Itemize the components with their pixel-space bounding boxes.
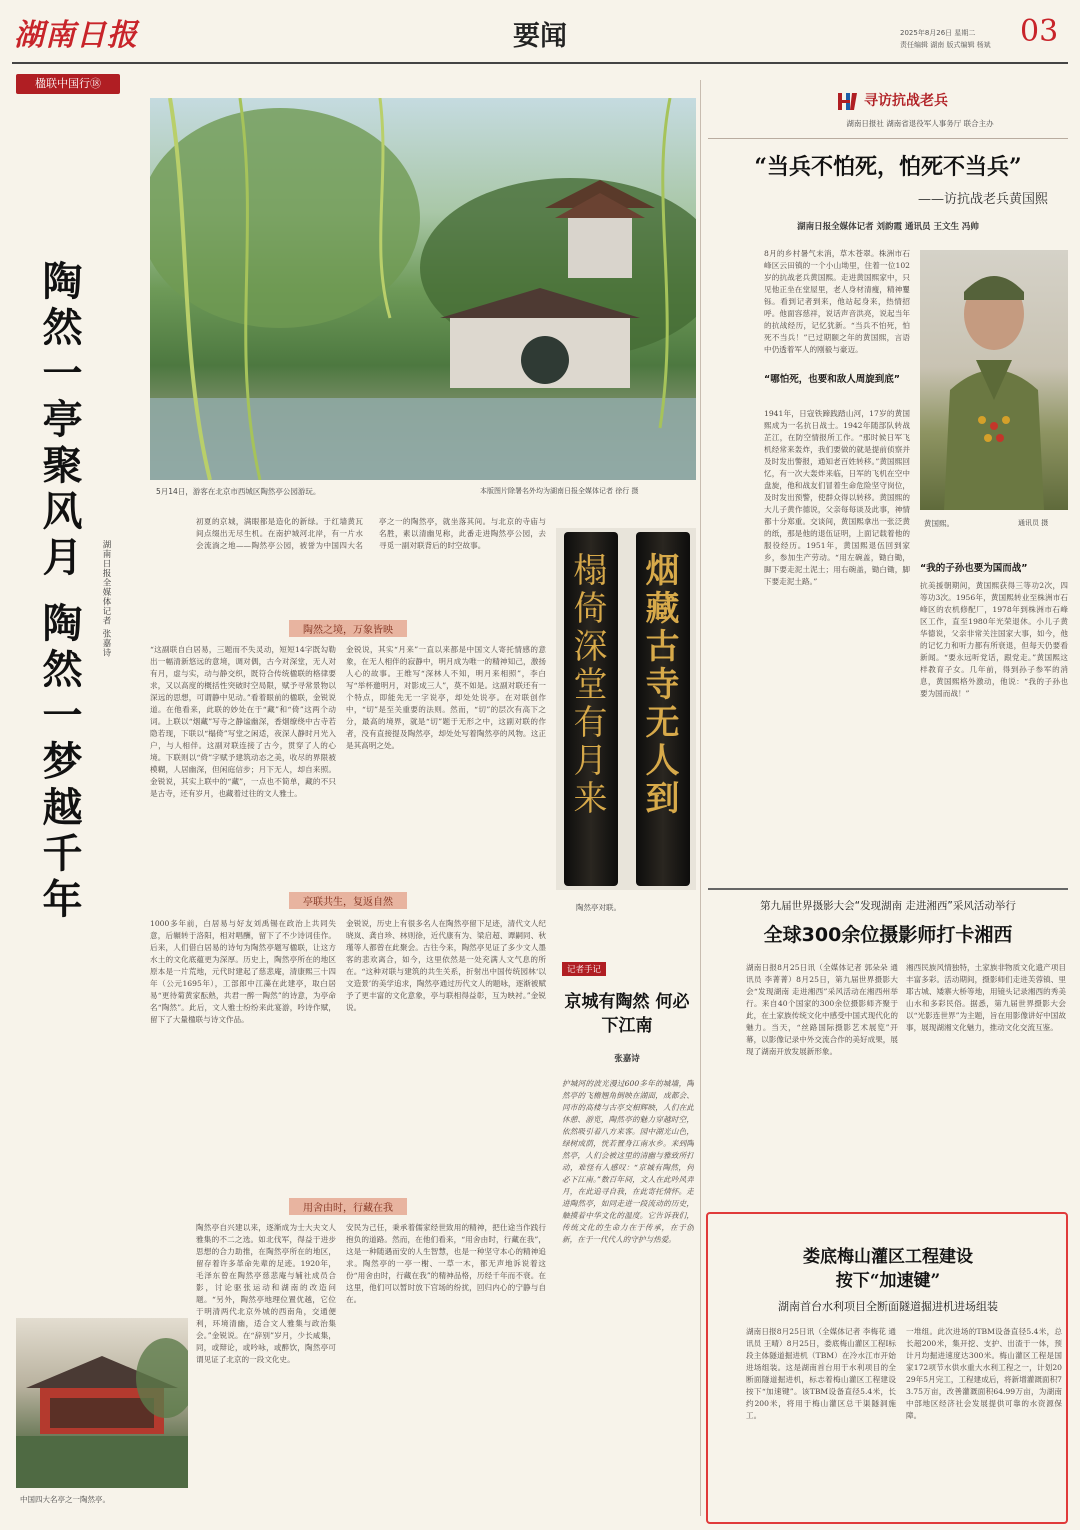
- feature-headline: 陶然一亭聚风月 陶然一梦越千年: [36, 260, 83, 924]
- photo-news-headline: 全球300余位摄影师打卡湘西: [763, 924, 1013, 946]
- section-title: 要闻: [513, 21, 567, 52]
- feature-intro: 初夏的京城，满眼都是造化的新绿。于红墙黄瓦间点缀出无尽生机。在南护城河北岸，有一片水会流淌之地——陶然亭公园，被誉为中国四大名亭之一的陶然亭，就坐落其间。与北京的寺庙与名胜，素以清幽见称，此番走进陶然亭公园，去寻觅一副对联背后的时空故事。: [196, 517, 546, 550]
- veteran-section2: 抗美援朝期间，黄国熙获得三等功2次，四等功3次。1956年，黄国熙转业至株洲市石峰区的农机修配厂，1978年到株洲市石峰区工作，直至1980年光荣退休。小儿子黄华德说，父亲非常关注国家大事，如今，他的记忆力和听力都有所衰退，但每天仍要看新闻。“要永远听党话，跟党走。”黄国熙这样教育子女。几年前，得到孙子参军的消息，黄国熙格外激动，他说：“我的子孙也要为国而战！”: [920, 581, 1068, 698]
- main-photo: [150, 98, 696, 480]
- column-tag: 楹联中国行⑱: [16, 74, 120, 94]
- pavilion-caption: 中国四大名亭之一陶然亭。: [20, 1495, 110, 1504]
- veteran-photo-credit: 通讯员 摄: [1018, 519, 1049, 527]
- veteran-photo-caption: 黄国熙。: [924, 519, 954, 528]
- photo-news-body-left: 湖南日报8月25日讯（全媒体记者 郭朵朵 通讯员 李菁菁）8月25日，第九届世界摄影大会“发现湖南 走进湘西”采风活动在湘西州举行。来自40个国家的300余位摄影师齐聚于此，在土家族传统文化中感受中国式现代化的魅力。当天，“丝路国际摄影艺术展览”开幕，以影像记录中外交流合作的美好成果，展现了湖南开放发展新形象。: [746, 963, 898, 1056]
- veteran-headline: “当兵不怕死，怕死不当兵”: [754, 154, 1022, 180]
- veteran-section1: 1941年，日寇铁蹄践踏山河，17岁的黄国熙成为一名抗日战士。1942年随部队转战芷江，在防空情报所工作。“那时候日军飞机经常来轰炸，我们要做的就是提前侦察并及时发出警报，通知老百姓转移。”黄国熙回忆，有一次大轰炸来临，日军的飞机在空中盘旋，他和战友们冒着生命危险坚守岗位，及时发出预警，使群众得以转移。黄国熙的大儿子黄作德说，父亲每每谈及此事，神情都十分郑重。交谈间，黄国熙拿出一张泛黄的纸，那是他的退伍证明，上面记载着他的服役经历。1951年，黄国熙退伍回到家乡，参加生产劳动。“用左碗盖，锄白锄，脚下要走泥土泥土；用右碗盖，锄白锄，脚下要走泥土路。”: [764, 409, 910, 586]
- feature-section1-right: 金锐说，其实“月来”一直以来都是中国文人寄托情感的意象，在无人相伴的寂静中，明月成为唯一的精神知己，激扬人心的故事。王维写“深林人不知，明月来相照”，李白写“举杯邀明月，对影成三人”，莫不如是。这副对联还有一个特点，即能先无一字说亭，却处处说亭。在对联创作中，“切”是至关重要的法则。然而，“切”的层次有高下之分，最高的境界，就是“切”题于无形之中，这副对联的作者，没有直接提及陶然亭，却处处写着陶然亭的风物。这正是其高明之处。: [346, 645, 546, 750]
- photo-news-kicker: 第九届世界摄影大会“发现湖南 走进湘西”采风活动举行: [760, 900, 1016, 912]
- veteran-byline: 湖南日报全媒体记者 刘韵霞 通讯员 王文生 冯帅: [797, 222, 979, 232]
- feature-subhead-2: 亭联共生，复返自然: [150, 892, 546, 909]
- highlight-subheadline: 湖南首台水利项目全断面隧道掘进机进场组装: [778, 1300, 998, 1313]
- editors-line: 责任编辑 湖南 版式编辑 杨斌: [900, 41, 991, 49]
- feature-section2-right: 金锐说，历史上有很多名人在陶然亭留下足迹，清代文人纪晓岚、龚自珍、林则徐，近代康有为、梁启超、谭嗣同、秋瑾等人都曾在此聚会。古往今来，陶然亭见证了多少文人墨客的悲欢离合，如今，这里依然是一处充满人文气息的所在。“这种对联与建筑的共生关系，折射出中国传统园林‘以文造景’的美学追求，陶然亭通过历代文人的题咏，逐渐被赋予了更丰富的文化意象，亭与联相得益彰，互为映衬。”金锐说。: [346, 919, 546, 1012]
- feature-section2-left: 1000多年前，白居易与好友刘禹锡在政治上共同失意，后辗转于洛阳，相对唱酬，留下了不少诗词佳作。后来，人们借白居易的诗句为陶然亭题写楹联，让这方水土的文化底蕴更为深厚。历史上，陶然亭所在的地区原本是一片荒地，元代时建起了慈悲庵，清康熙三十四年（公元1695年），工部郎中江藻在此建亭，取白居易“更待菊黄家酝熟，共君一醉一陶然”的诗意，为亭命名“陶然”。此后，文人雅士纷纷来此宴游，吟诗作赋，留下了大量楹联与诗文作品。: [150, 919, 336, 1024]
- feature-byline: 湖南日报全媒体记者 张嘉诗: [101, 540, 111, 658]
- feature-subhead-3: 用舍由时，行藏在我: [150, 1198, 546, 1215]
- highlight-body-right: 一堆组。此次进场的TBM设备直径5.4米，总长超200米，集开挖、支护、出渣于一体，预计月均掘进速度达300米。梅山灌区工程是国家172项节水供水重大水利工程之一，计划2029年5月完工，工程建成后，将新增灌溉面积73.75万亩，改善灌溉面积64.99万亩，为湖南中部地区经济社会发展提供可靠的水资源保障。: [906, 1327, 1062, 1420]
- veteran-subheadline: ——访抗战老兵黄国熙: [917, 192, 1048, 207]
- highlight-body-left: 湖南日报8月25日讯（全媒体记者 李梅花 通讯员 王晴）8月25日，娄底梅山灌区工程Ⅰ标段主体隧道掘进机（TBM）在冷水江市开始进场组装。这是湖南首台用于水利项目的全断面隧道掘进机，标志着梅山灌区工程建设按下“加速键”。该TBM设备直径5.4米，长约200米，将用于梅山灌区总干渠隧洞施工。: [746, 1327, 896, 1420]
- notes-headline: 京城有陶然 何必下江南: [564, 992, 690, 1036]
- veteran-subhead-1: “哪怕死，也要和敌人周旋到底”: [764, 374, 900, 385]
- veteran-banner-icon: [836, 90, 858, 112]
- photo-news-body-right: 湘西民族风情独特，土家族非物质文化遗产项目丰富多彩。活动期间，摄影师们走进芙蓉镇、里耶古城、矮寨大桥等地，用镜头记录湘西的秀美山水和多彩民俗。据悉，第九届世界摄影大会以“光影连世界”为主题，旨在用影像讲好中国故事，展现湖湘文化魅力，推动文化交流互鉴。: [906, 963, 1066, 1032]
- veteran-subhead-2: “我的子孙也要为国而战”: [920, 563, 1028, 574]
- feature-section1-left: “这副联自白居易，三题而不失灵动，短短14字既勾勒出一幅清新悠远的意境，调对偶，古今对深堂，无人对有月，虚与实，动与静交织，既符合传统楹联的格律要求，又以高度的概括性突破时空局限，赋予寻常景物以深远的思想，可谓静中见动。”看着眼前的楹联，金锐说道。在他看来，此联的妙处在于“藏”和“倚”这两个动词。上联以“烟藏”写寺之静谧幽深，香烟缭绕中古寺若隐若现，下联以“榻倚”写堂之闲适，夜深人静时月光入户，与人相伴。这副对联连接了古今，贯穿了人的心境。下联则以“倚”字赋予建筑动态之美，收尽的界限被模糊，人居幽深，但闲庭信步；月下无人，却自来照。金锐说，其实上联中的“藏”，一点也不简单，藏的不只是古寺，还有岁月，也藏着过往的文人雅士。: [150, 645, 336, 798]
- main-photo-credit: 本版图片除署名外均为湖南日报全媒体记者 徐行 摄: [480, 487, 639, 495]
- notes-tag: 记者手记: [562, 962, 606, 976]
- feature-subhead-1: 陶然之境，万象皆映: [150, 620, 546, 637]
- veteran-banner: 寻访抗战老兵: [836, 88, 996, 114]
- masthead: [0, 0, 1080, 64]
- highlight-headline-line1: 娄底梅山灌区工程建设: [803, 1247, 973, 1267]
- notes-body: 护城河的波光漫过600多年的城墙，陶然亭的飞檐翘角倒映在湖面，成都会、同市的高楼与古亭交相辉映，人们在此休憩、游览，陶然亭的魅力穿越时空，依然吸引着八方来客。园中湖光山色，绿树成荫，恍若置身江南水乡。来到陶然亭，人们会被这里的清幽与雅致所打动，难怪有人感叹：“京城有陶然，何必下江南。”数百年间，文人在此吟风弄月，在此追寻自我，在此寄托情怀。走进陶然亭，如同走进一段流动的历史，触摸着中华文化的温度。它告诉我们，传统文化的生命力在于传承，在于创新，在于一代代人的守护与热爱。: [562, 1079, 694, 1244]
- feature-section3-left: 陶然亭自兴建以来，逐渐成为士大夫文人雅集的不二之选。如北伐军，得益于进步思想的合力助推，在陶然亭所在的地区，留存着许多革命先辈的足迹。1920年，毛泽东曾在陶然亭慈悲庵与辅社成员合影，讨论驱张运动和湖南的改造问题。“另外，陶然亭地理位置优越，它位于明清两代北京外城的西南角，交通便利，环境清幽，适合文人雅集与政治集会。”金锐说。在“辞别”岁月，少长咸集，同，或辩论，或吟咏，或醉饮，陶然亭可谓见证了北京的一段文化史。: [196, 1223, 336, 1364]
- veteran-banner-sub: 湖南日报社 湖南省退役军人事务厅 联合主办: [846, 119, 994, 128]
- main-photo-caption: 5月14日，游客在北京市西城区陶然亭公园游玩。: [156, 487, 321, 496]
- pavilion-photo: [16, 1318, 188, 1488]
- page-number: 03: [1020, 14, 1059, 49]
- couplet-caption: 陶然亭对联。: [576, 903, 621, 912]
- veteran-intro: 8月的乡村暑气未消，草木苍翠。株洲市石峰区云田镇的一个小山坳里，住着一位102岁的抗战老兵黄国熙。走进黄国熙家中，只见他正坐在堂屋里，老人身材清瘦，精神矍铄。看到记者到来，他站起身来，热情招呼。他面容慈祥，说话声音洪亮，说起当年的抗战经历，记忆犹新。“当兵不怕死，怕死不当兵！”已过期颐之年的黄国熙，言语中仍透着军人的刚毅与豪迈。: [764, 249, 910, 354]
- couplet-right-text: 烟藏古寺无人到: [639, 552, 679, 818]
- date-line: 2025年8月26日 星期二: [900, 29, 976, 37]
- notes-author: 张嘉诗: [614, 1054, 640, 1064]
- paper-logo: 湖南日报: [14, 18, 138, 53]
- couplet-image: [556, 528, 696, 890]
- highlight-headline-line2: 按下“加速键”: [835, 1271, 941, 1291]
- veteran-photo: [920, 250, 1068, 510]
- couplet-left-text: 榻倚深堂有月来: [567, 552, 607, 818]
- feature-section3-right: 安民为己任，秉承着儒家经世致用的精神，把仕途当作践行抱负的道路。然而，在他们看来，“用舍由时，行藏在我”，这是一种随遇而安的人生智慧，也是一种坚守本心的精神追求。陶然亭的一亭一榭、一草一木，都无声地诉说着这份“用舍由时，行藏在我”的精神品格，历经千年而不衰。在这里，他们可以暂时放下官场的纷扰，回归内心的宁静与自在。: [346, 1223, 546, 1304]
